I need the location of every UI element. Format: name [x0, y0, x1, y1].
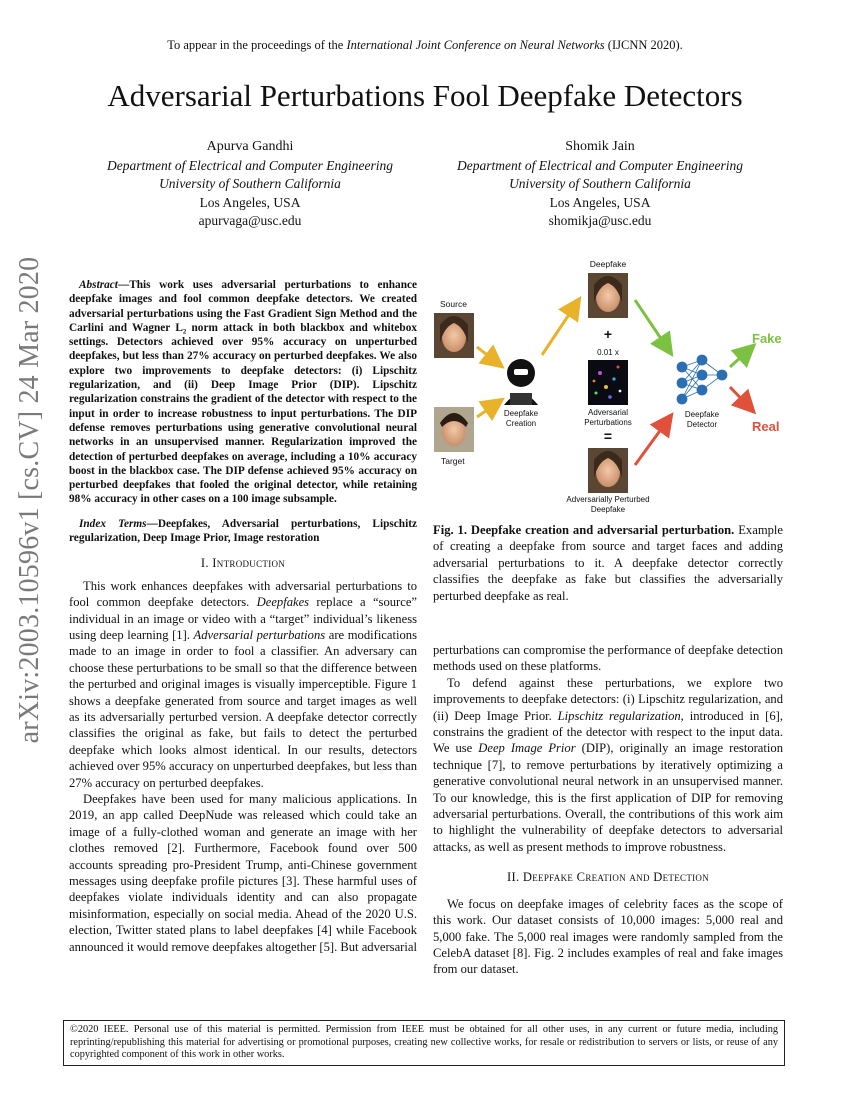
equals-sign: = — [603, 428, 613, 444]
arrow-to-fake — [730, 347, 752, 367]
author-dept: Department of Electrical and Computer Engineering — [456, 157, 744, 173]
author-email[interactable]: apurvaga@usc.edu — [198, 213, 302, 228]
right-column — [433, 642, 783, 978]
arxiv-stamp-text: arXiv:2003.10596v1 [cs.CV] 24 Mar 2020 — [14, 256, 45, 744]
figure-caption — [433, 522, 783, 604]
adv-label-2: Perturbations — [584, 418, 632, 427]
caption-label: Fig. 1. Deepfake creation and adversarial perturbation. — [433, 523, 735, 537]
abstract — [69, 278, 417, 507]
copyright-notice: ©2020 IEEE. Personal use of this material is permitted. Permission from IEEE must be obtained for all other uses, in any current or future media, including reprinting/republishing this material for advertising or promotional purposes, creating new collective works, for resale or redistribution to servers or lists, or reuse of any copyrighted component of this work in other works. — [63, 1020, 785, 1066]
intro-paragraph-1: This work enhances deepfakes with adversarial perturbations to fool common deepfake detectors. Deepfakes replace a “source” individual in an image or video with a “target” individual’s likeness using deep learning [1]. Adversarial perturbations are modifications made to an image in order to fool a classifier. An adversary can choose these perturbations to be small so that the difference between the perturbed and original images is visually imperceptible. Figure 1 shows a deepfake generated from source and target images as well as its adversarially perturbed version. A deepfake detector correctly classifies the original as fake, but fails to detect the perturbed deepfake which looks almost identical. In our results, detectors achieved over 95% accuracy on unperturbed deepfakes, but less than 27% accuracy on perturbed deepfakes. — [69, 578, 418, 790]
author-email[interactable]: shomikja@usc.edu — [548, 213, 652, 228]
author-univ: University of Southern California — [159, 176, 341, 191]
source-label: Source — [440, 299, 467, 309]
real-output-label: Real — [752, 419, 780, 434]
hacker-icon — [504, 359, 538, 405]
perturbed-label-1: Adversarially Perturbed — [566, 495, 650, 504]
right-paragraph-1: perturbations can compromise the performance of deepfake detection methods used on these platforms. — [433, 643, 783, 674]
abstract-label: Abstract — [79, 279, 118, 291]
arrow-perturbed-to-detector — [635, 417, 670, 465]
section2-paragraph-1: We focus on deepfake images of celebrity faces as the scope of this work. Our dataset consists of 10,000 images: 5,000 real and 5,000 fake. The 5,000 real images were randomly sampled from the CelebA dataset [8]. Fig. 2 includes examples of real and fake images from our dataset. — [433, 896, 783, 977]
index-terms-text: —Deepfakes, Adversarial perturbations, Lipschitz regularization, Deep Image Prior, Image restoration — [69, 517, 417, 545]
index-terms — [69, 517, 417, 546]
detector-label-1: Deepfake — [684, 410, 720, 419]
author-block — [410, 138, 790, 231]
deepfake-label: Deepfake — [589, 259, 627, 269]
author-city: Los Angeles, USA — [549, 194, 651, 210]
plus-sign: + — [603, 326, 613, 342]
target-face-image — [434, 407, 474, 452]
arxiv-stamp — [10, 256, 50, 744]
author-city: Los Angeles, USA — [199, 194, 301, 210]
scale-factor: 0.01 x — [597, 348, 619, 357]
creation-label-2: Creation — [505, 419, 537, 428]
detector-label-2: Detector — [686, 420, 718, 429]
section-heading: I. Introduction — [200, 556, 286, 571]
author-block — [60, 138, 440, 231]
caption-text: Example of creating a deepfake from source and target faces and adding adversarial perturbations to it. A deepfake detector correctly classifies the deepfake as fake but classifies the adversarially perturbed deepfake as real. — [433, 523, 783, 603]
author-dept: Department of Electrical and Computer Engineering — [106, 157, 394, 173]
figure-1-diagram — [430, 255, 790, 517]
creation-label-1: Deepfake — [503, 409, 539, 418]
right-paragraph-2: To defend against these perturbations, we explore two improvements to deepfake detectors: (i) Lipschitz regularization, and (ii) Deep Image Prior. Lipschitz regularization, introduced in [6], constrains the gradient of the detector with respect to the input data. We use Deep Image Prior (DIP), originally an image restoration technique [7], to remove perturbations by iteratively optimizing a generative convolutional neural network in an unsupervised manner. To our knowledge, this is the first application of DIP for removing adversarial perturbations. Overall, the contributions of this work aim to highlight the vulnerability of deepfake detectors to adversarial attacks, as well as present methods to improve robustness. — [433, 675, 783, 854]
target-label: Target — [441, 456, 465, 466]
header-note: To appear in the proceedings of the International Joint Conference on Neural Networks (IJCNN 2020). — [167, 38, 683, 52]
paper-title: Adversarial Perturbations Fool Deepfake Detectors — [107, 78, 743, 113]
figure-1 — [430, 255, 790, 517]
perturbed-deepfake-image — [588, 448, 628, 493]
author-univ: University of Southern California — [509, 176, 691, 191]
author-name: Apurva Gandhi — [206, 139, 294, 154]
neural-network-icon — [677, 355, 727, 404]
arrow-source-to-creation — [477, 347, 500, 365]
deepfake-face-image — [588, 273, 628, 318]
perturbed-label-2: Deepfake — [590, 505, 626, 514]
source-face-image — [434, 313, 474, 358]
index-terms-label: Index Terms — [79, 517, 147, 530]
abstract-text: —This work uses adversarial perturbations to enhance deepfake images and fool common deepfake detectors. We created adversarial perturbations using the Fast Gradient Sign Method and the Carlini and Wagner L₂ norm attack in both blackbox and whitebox settings. Detectors achieved over 95% accuracy on unperturbed deepfakes, but less than 27% accuracy on perturbed deepfakes. We also explore two improvements to deepfake detectors: (i) Lipschitz regularization, and (ii) Deep Image Prior (DIP). Lipschitz regularization constrains the gradient of the detector with respect to the input in order to increase robustness to input perturbations. The DIP defense removes perturbations using generative convolutional neural networks in an unsupervised manner. Regularization improved the detection of perturbed deepfakes on average, including a 10% accuracy boost in the blackbox case. The DIP defense achieved 95% accuracy on perturbed deepfakes that fooled the original detector, while retaining 98% accuracy in other cases on a 100 image subsample. — [69, 279, 417, 506]
section-heading: II. Deepfake Creation and Detection — [506, 870, 710, 885]
intro-paragraph-2: Deepfakes have been used for many malicious applications. In 2019, an app called DeepNude was released which could take an image of a fully-clothed woman and generate an image with her clothes removed [2]. Furthermore, Facebook found over 500 accounts spreading pro-President Trump, anti-Chinese government messages using deepfake profile pictures [3]. These harmful uses of deepfakes violate individuals identity and can also propagate misinformation, especially on social media. Ahead of the 2020 U.S. election, Twitter stated plans to label deepfakes [4] while Facebook announced it would remove deepfakes altogether [5]. But adversarial — [69, 792, 417, 954]
arrow-to-real — [730, 387, 752, 410]
arrow-target-to-creation — [477, 401, 500, 417]
arrow-creation-to-deepfake — [542, 301, 578, 355]
perturbation-noise-image — [588, 360, 628, 405]
arrow-deepfake-to-detector — [635, 300, 670, 352]
author-name: Shomik Jain — [565, 139, 635, 154]
left-column — [69, 278, 417, 955]
fake-output-label: Fake — [752, 331, 782, 346]
adv-label-1: Adversarial — [587, 408, 629, 417]
